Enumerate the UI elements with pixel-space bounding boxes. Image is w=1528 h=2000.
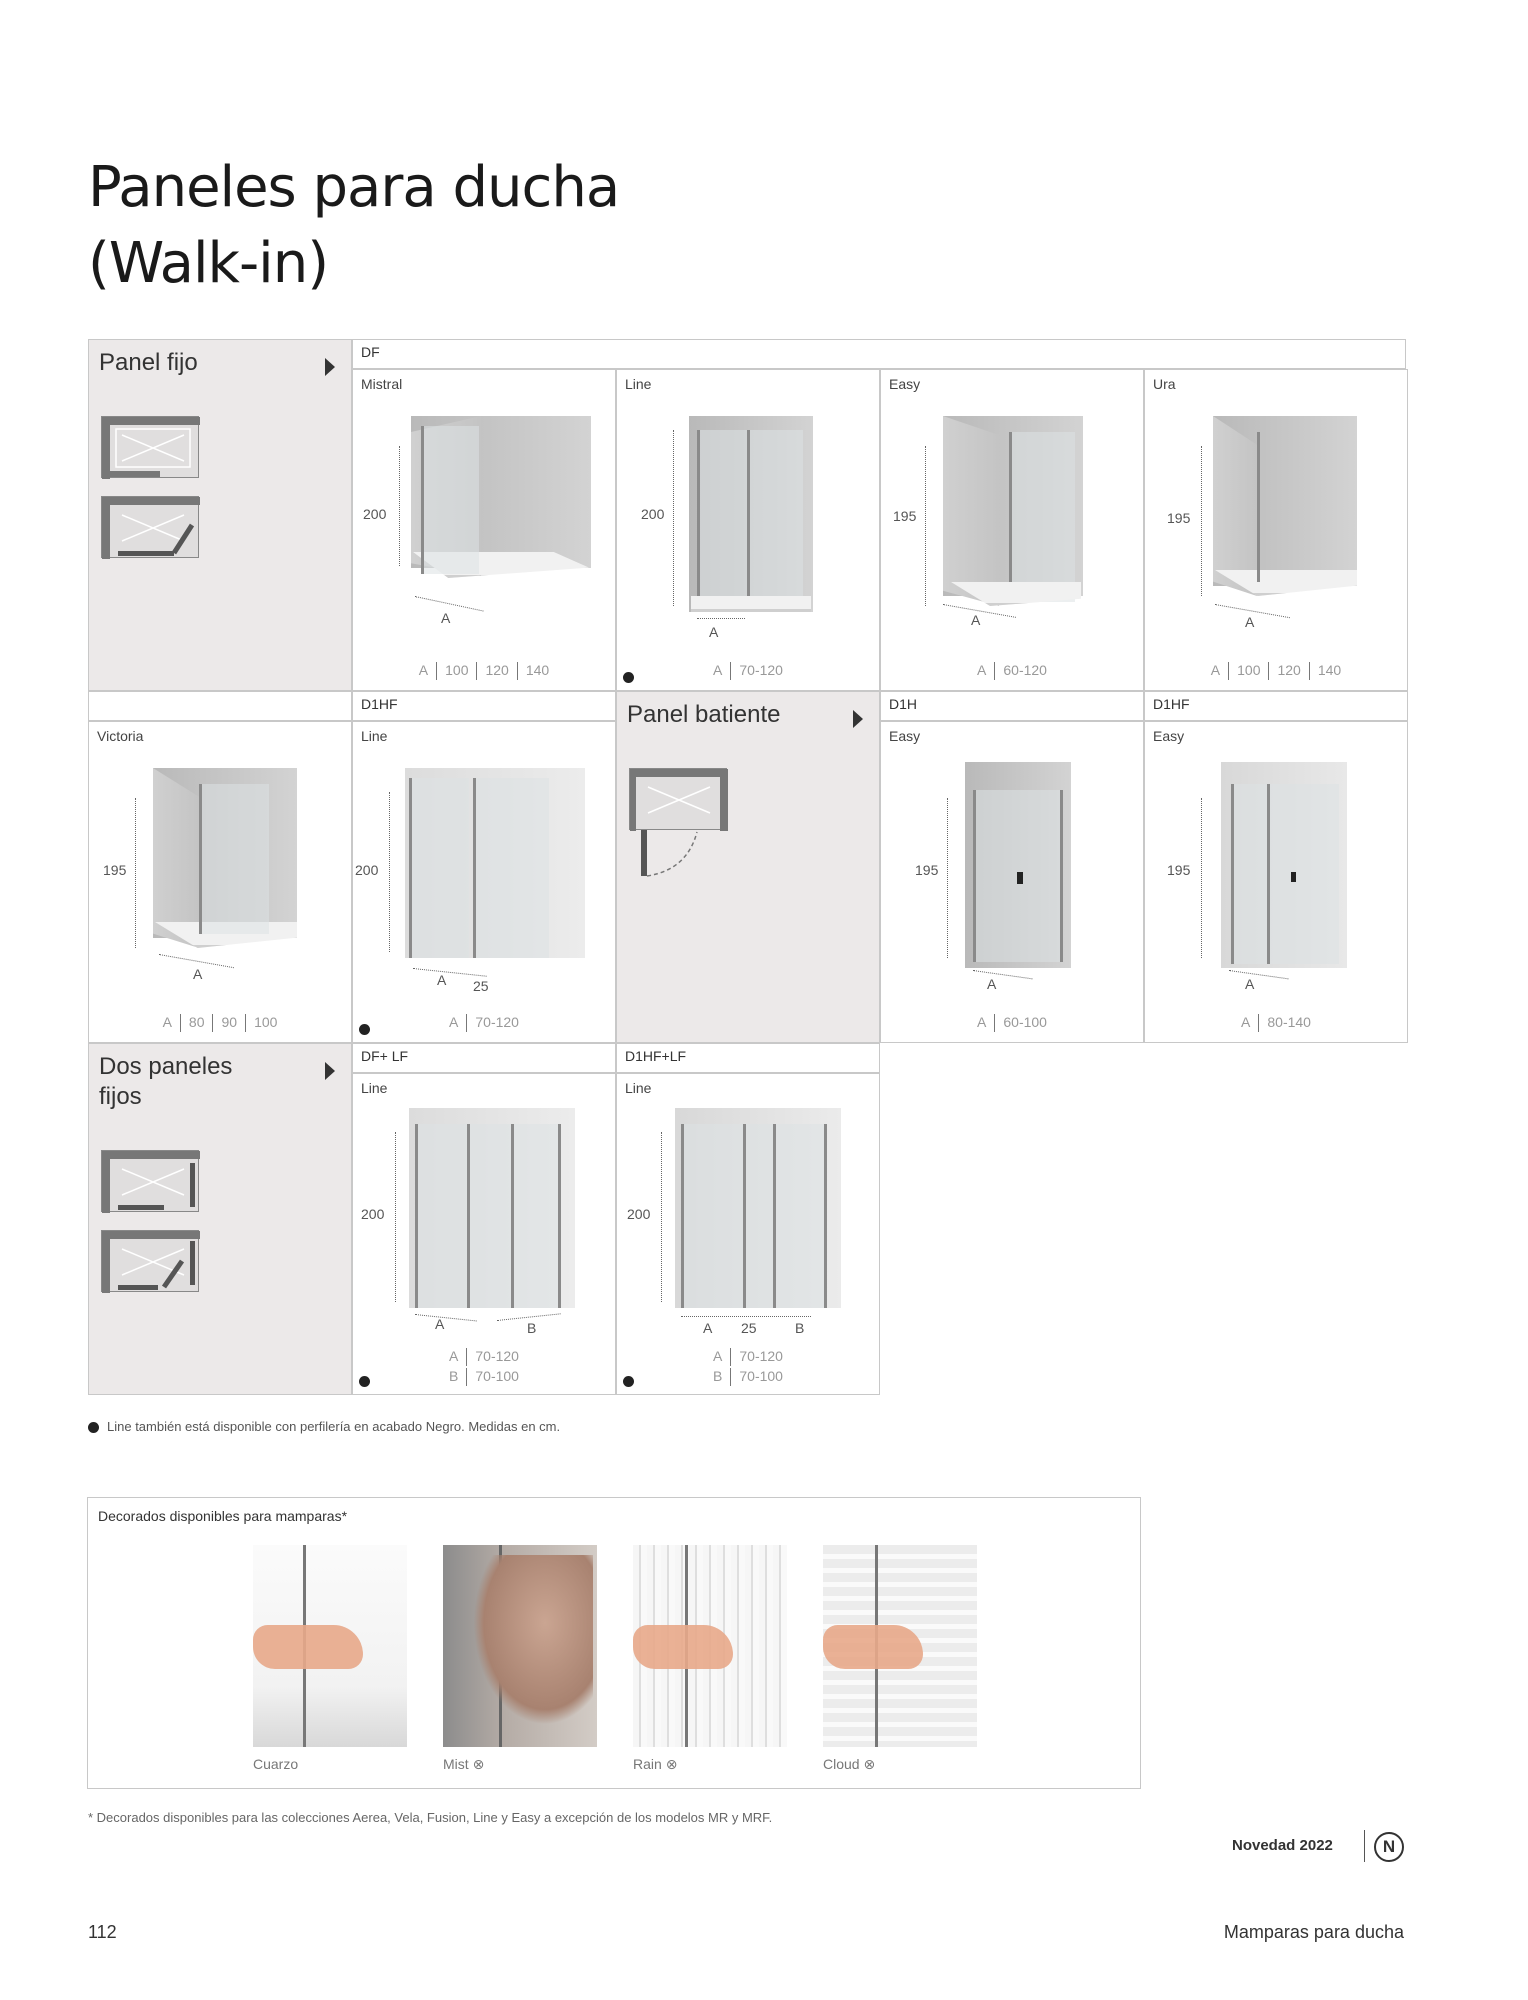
height-label: 200 (363, 506, 387, 522)
product-name: Easy (1153, 728, 1185, 744)
product-card-line-df-lf[interactable] (352, 1073, 616, 1395)
decor-swatch-rain[interactable] (633, 1545, 787, 1747)
decor-label: Mist ⊗ (443, 1756, 485, 1772)
page-title: Paneles para ducha (Walk-in) (88, 155, 620, 296)
group-header-empty (88, 691, 352, 721)
hand-image (253, 1625, 363, 1669)
two-panel-corner-plan-icon (101, 1230, 199, 1292)
door-swing-icon (637, 830, 707, 880)
product-name: Line (625, 1080, 652, 1096)
dimension-options: A 70-120 (353, 1014, 615, 1032)
product-card-mistral[interactable] (352, 369, 616, 691)
product-card-easy-d1hf[interactable] (1144, 721, 1408, 1043)
dimension-options: A 80 90 100 (89, 1014, 351, 1032)
hand-image (633, 1625, 733, 1669)
height-label: 200 (627, 1206, 651, 1222)
section-name: Mamparas para ducha (1223, 1922, 1404, 1942)
group-header-d1h: D1H (880, 691, 1144, 721)
product-card-victoria[interactable] (88, 721, 352, 1043)
two-panel-plan-icon (101, 1150, 199, 1212)
novedad-label: Novedad 2022 (1232, 1837, 1333, 1854)
dimension-options: A 60-100 (881, 1014, 1143, 1032)
hand-image (823, 1625, 923, 1669)
group-header-df: DF (352, 339, 1406, 369)
width-label: A (441, 610, 451, 626)
decor-swatch-cuarzo[interactable] (253, 1545, 407, 1747)
height-label: 195 (915, 862, 939, 878)
decor-footnote: * Decorados disponibles para las colecciones Aerea, Vela, Fusion, Line y Easy a excepción de los modelos MR y MRF. (88, 1810, 773, 1825)
dimension-options: A 80-140 (1145, 1014, 1407, 1032)
height-label: 195 (1167, 510, 1191, 526)
group-header-df-lf: DF+ LF (352, 1043, 616, 1073)
width-label: A (971, 612, 981, 628)
product-name: Ura (1153, 376, 1176, 392)
arrow-right-icon (325, 358, 335, 376)
group-header-d1hf: D1HF (352, 691, 616, 721)
dimension-options: A 100 120 140 (353, 662, 615, 680)
width-label: A (193, 966, 203, 982)
hinged-panel-plan-icon (629, 768, 727, 830)
height-label: 195 (1167, 862, 1191, 878)
availability-note: Line también está disponible con perfilería en acabado Negro. Medidas en cm. (88, 1419, 560, 1434)
width-label: A (435, 1316, 445, 1332)
dimension-options: A 70-120 (617, 662, 879, 680)
product-card-line-d1hf-lf[interactable] (616, 1073, 880, 1395)
width-label: A (709, 624, 719, 640)
product-name: Line (625, 376, 652, 392)
product-card-line-d1hf[interactable] (352, 721, 616, 1043)
depth-label: B (795, 1320, 805, 1336)
group-header-d1hf-b: D1HF (1144, 691, 1408, 721)
category-title: Panel fijo (99, 349, 198, 376)
product-name: Easy (889, 376, 921, 392)
black-finish-dot (88, 1422, 99, 1433)
decor-label: Rain ⊗ (633, 1756, 678, 1772)
decor-options-panel (87, 1497, 1141, 1789)
decor-label: Cuarzo (253, 1756, 299, 1772)
group-header-d1hf-lf: D1HF+LF (616, 1043, 880, 1073)
dimension-options-a: A 70-120 (353, 1348, 615, 1366)
width-label: A (1245, 976, 1255, 992)
dimension-options-a: A 70-120 (617, 1348, 879, 1366)
decor-label: Cloud ⊗ (823, 1756, 876, 1772)
dimension-options-b: B 70-100 (353, 1368, 615, 1386)
new-icon: ⊗ (665, 1756, 678, 1772)
height-label: 200 (641, 506, 665, 522)
dimension-options-b: B 70-100 (617, 1368, 879, 1386)
height-label: 195 (103, 862, 127, 878)
decor-swatch-cloud[interactable] (823, 1545, 977, 1747)
arrow-right-icon (853, 710, 863, 728)
width-label: A (437, 972, 447, 988)
category-dos-paneles-fijos (88, 1043, 352, 1395)
product-name: Easy (889, 728, 921, 744)
divider (1364, 1830, 1365, 1862)
new-icon: ⊗ (472, 1756, 485, 1772)
depth-label: B (527, 1320, 537, 1336)
new-badge-icon: N (1374, 1832, 1404, 1862)
dimension-options: A 60-120 (881, 662, 1143, 680)
arrow-right-icon (325, 1062, 335, 1080)
category-title: Panel batiente (627, 701, 781, 728)
category-title: Dos paneles fijos (99, 1053, 233, 1110)
product-card-easy-d1h[interactable] (880, 721, 1144, 1043)
product-name: Line (361, 1080, 388, 1096)
product-name: Mistral (361, 376, 403, 392)
height-label: 195 (893, 508, 917, 524)
product-card-ura[interactable] (1144, 369, 1408, 691)
category-panel-batiente (616, 691, 880, 1043)
dimension-options: A 100 120 140 (1145, 662, 1407, 680)
height-label: 200 (355, 862, 379, 878)
width-label: A (703, 1320, 713, 1336)
height-label: 200 (361, 1206, 385, 1222)
return-width-label: 25 (741, 1320, 757, 1336)
width-label: A (1245, 614, 1255, 630)
return-width-label: 25 (473, 978, 489, 994)
fixed-panel-corner-plan-icon (101, 496, 199, 558)
new-icon: ⊗ (863, 1756, 876, 1772)
width-label: A (987, 976, 997, 992)
product-card-line[interactable] (616, 369, 880, 691)
product-card-easy[interactable] (880, 369, 1144, 691)
page-number: 112 (88, 1922, 117, 1942)
product-name: Victoria (97, 728, 144, 744)
decor-title: Decorados disponibles para mamparas* (98, 1508, 348, 1524)
person-image (473, 1555, 593, 1725)
product-name: Line (361, 728, 388, 744)
decor-swatch-mist[interactable] (443, 1545, 597, 1747)
fixed-panel-plan-icon (101, 416, 199, 478)
category-panel-fijo (88, 339, 352, 691)
